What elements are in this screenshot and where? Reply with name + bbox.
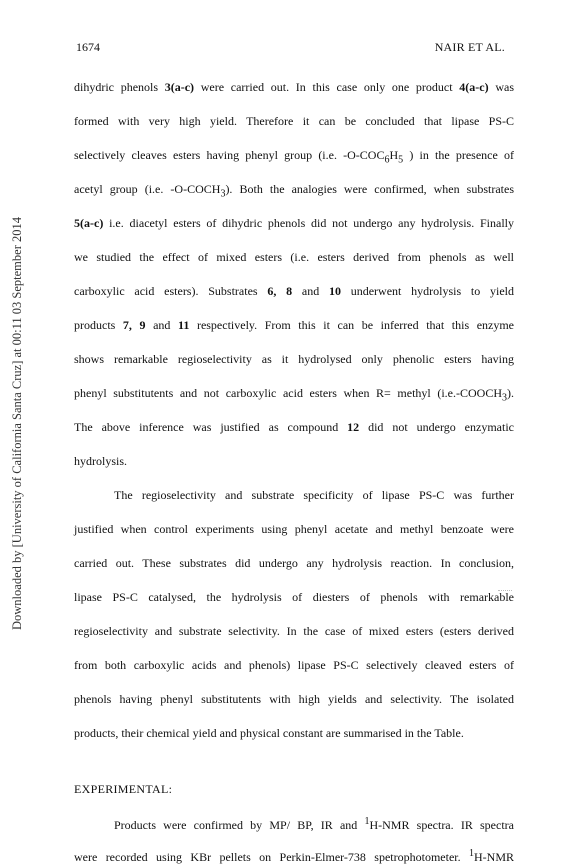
text-line: dihydric phenols 3(a-c) were carried out. In this case only one product 4(a-c) was	[74, 80, 514, 94]
text-line: phenols having phenyl substitutents with high yields and selectivity. The isolated	[74, 692, 514, 706]
text-line: from both carboxylic acids and phenols) lipase PS-C selectively cleaved esters of	[74, 658, 514, 672]
scan-speck	[498, 590, 512, 593]
text-line: justified when control experiments using phenyl acetate and methyl benzoate were	[74, 522, 514, 536]
text-line: phenyl substitutents and not carboxylic acid esters when R= methyl $(i.e.-COOCH_3)$.	[74, 386, 514, 404]
text-line: The above inference was justified as compound 12 did not undergo enzymatic	[74, 420, 514, 434]
text-line: regioselectivity and substrate selectivity. In the case of mixed esters (esters derived	[74, 624, 514, 638]
text-line: we studied the effect of mixed esters (i.e. esters derived from phenols as well	[74, 250, 514, 264]
text-line: products 7, 9 and 11 respectively. From this it can be inferred that this enzyme	[74, 318, 515, 332]
download-watermark: Downloaded by [University of California Santa Cruz] at 00:11 03 September 2014	[10, 217, 24, 630]
section-heading-experimental: EXPERIMENTAL:	[74, 782, 173, 796]
text-line: acetyl group (i.e. $-O-COCH_3$). Both the analogies were confirmed, when substrates	[74, 182, 514, 200]
text-line: shows remarkable regioselectivity as it hydrolysed only phenolic esters having	[74, 352, 514, 366]
text-line: 5(a-c) i.e. diacetyl esters of dihydric phenols did not undergo any hydrolysis. Finally	[74, 216, 514, 230]
text-line: The regioselectivity and substrate specificity of lipase PS-C was further	[114, 488, 514, 502]
text-line: Products were confirmed by MP/ BP, IR and $^1$H-NMR spectra. IR spectra	[114, 816, 514, 832]
page-number: 1674	[76, 40, 100, 54]
running-head: NAIR ET AL.	[434, 40, 505, 54]
text-line: were recorded using KBr pellets on Perkin-Elmer-738 spetrophotometer. $^1$H-NMR	[74, 848, 514, 864]
text-line: formed with very high yield. Therefore it can be concluded that lipase PS-C	[74, 114, 514, 128]
text-line: lipase PS-C catalysed, the hydrolysis of diesters of phenols with remarkable	[74, 590, 514, 604]
text-line: hydrolysis.	[74, 454, 128, 468]
text-line: carboxylic acid esters). Substrates 6, 8 and 10 underwent hydrolysis to yield	[74, 284, 515, 298]
page-header	[76, 40, 505, 58]
text-line: selectively cleaves esters having phenyl group (i.e. $-O-COC_6H_5$ ) in the presence of	[74, 148, 514, 166]
text-line: carried out. These substrates did undergo any hydrolysis reaction. In conclusion,	[74, 556, 514, 570]
text-line: products, their chemical yield and physical constant are summarised in the Table.	[74, 726, 464, 740]
